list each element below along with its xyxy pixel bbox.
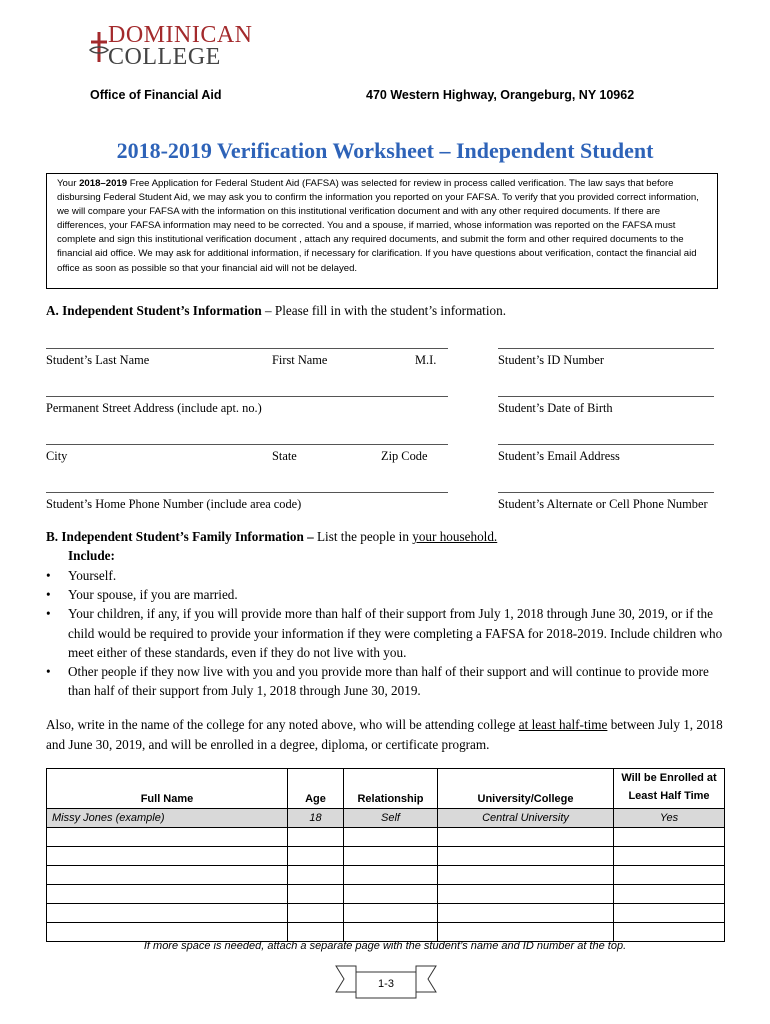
college-cell[interactable] [438,866,614,885]
header-age: Age [288,769,344,809]
age-cell[interactable] [288,904,344,923]
household-bullet-list [46,566,726,700]
page-title: 2018-2019 Verification Worksheet – Independent Student [116,138,654,163]
section-b-household: your household. [412,529,498,544]
list-item: • Your children, if any, if you will provide more than half of their support from July 1, 2018 through June 30, 2019, or if the child would be required to provide your information if they were completing a FAFSA for 2018-2019. Include children who meet either of these standards, even if they do not live with you. [46,604,726,662]
example-relationship: Self [344,809,438,828]
page-number-ribbon [334,962,438,1002]
relationship-cell[interactable] [344,885,438,904]
logo-line-2: COLLEGE [108,44,221,70]
cell-phone-label: Student’s Alternate or Cell Phone Number [498,497,708,511]
enrolled-cell[interactable] [614,923,725,942]
half-time-underlined: at least half-time [518,717,608,732]
name-cell[interactable] [47,885,288,904]
college-cell[interactable] [438,923,614,942]
age-cell[interactable] [288,923,344,942]
state-label: State [272,449,297,463]
household-table [46,768,725,942]
logo-line-1: DOMINICAN [108,22,253,48]
relationship-cell[interactable] [344,904,438,923]
section-a-heading [46,303,506,319]
student-id-input-line[interactable] [498,348,714,349]
office-address: 470 Western Highway, Orangeburg, NY 10962 [366,88,635,102]
city-state-zip-input-line[interactable] [46,444,448,445]
age-cell[interactable] [288,847,344,866]
name-cell[interactable] [47,866,288,885]
header-enrolled-line-2: Least Half Time [628,790,710,802]
home-phone-label: Student’s Home Phone Number (include area code) [46,497,302,511]
name-cell[interactable] [47,828,288,847]
list-item: • Yourself. [46,566,726,585]
age-cell[interactable] [288,866,344,885]
example-age: 18 [288,809,344,828]
relationship-cell[interactable] [344,847,438,866]
name-cell[interactable] [47,904,288,923]
enrolled-cell[interactable] [614,904,725,923]
last-name-label: Student’s Last Name [46,353,150,367]
section-a-instruction: – Please fill in with the student’s information. [261,303,506,318]
cross-emblem-icon [88,30,110,64]
college-cell[interactable] [438,847,614,866]
section-b-title: B. Independent Student’s Family Information – [46,529,314,544]
example-name: Missy Jones (example) [47,809,288,828]
home-phone-input-line[interactable] [46,492,448,493]
relationship-cell[interactable] [344,923,438,942]
office-name: Office of Financial Aid [90,88,222,102]
table-row-example [47,809,725,828]
college-cell[interactable] [438,885,614,904]
table-row [47,885,725,904]
list-item: • Your spouse, if you are married. [46,585,726,604]
name-cell[interactable] [47,847,288,866]
age-cell[interactable] [288,828,344,847]
college-logo [88,22,258,74]
name-cell[interactable] [47,923,288,942]
half-time-pre: Also, write in the name of the college for any noted above, who will be attending college [46,717,519,732]
header-enrolled-line-1: Will be Enrolled at [621,772,717,784]
middle-initial-label: M.I. [415,353,437,367]
relationship-cell[interactable] [344,828,438,847]
table-row [47,866,725,885]
student-id-label: Student’s ID Number [498,353,604,367]
intro-pre: Your [57,178,80,189]
street-input-line[interactable] [46,396,448,397]
cell-phone-input-line[interactable] [498,492,714,493]
intro-year: 2018–2019 [79,178,128,189]
intro-text: Free Application for Federal Student Aid (FAFSA) was selected for review in process called verification. The law says that before disbursing Federal Student Aid, we may ask you to confirm the information you reported on your FAFSA. To verify that you provided correct information, we will compare your FAFSA with the information on this institutional verification document and with any other required documents. If there are differences, your FAFSA information may need to be corrected. You and a spouse, if married, whose information was reported on the FAFSA must complete and sign this institutional verification document , attach any required documents, and submit the form and other required documents to the financial aid office. We may ask for additional information, if necessary for clarification. If you have questions about verification, contact the financial aid office as soon as possible so that your financial aid will not be delayed. [57,178,699,274]
section-a-title: A. Independent Student’s Information [46,303,262,318]
page-number: 1-3 [378,978,394,990]
college-cell[interactable] [438,904,614,923]
enrolled-cell[interactable] [614,885,725,904]
section-b-instruction: List the people in [313,529,413,544]
first-name-label: First Name [272,353,328,367]
table-row [47,828,725,847]
intro-notice [46,173,718,289]
age-cell[interactable] [288,885,344,904]
dob-input-line[interactable] [498,396,714,397]
enrolled-cell[interactable] [614,828,725,847]
relationship-cell[interactable] [344,866,438,885]
zip-code-label: Zip Code [381,449,428,463]
list-item: • Other people if they now live with you and you provide more than half of their support and will continue to provide more than half of their support from July 1, 2018 through June 30, 2019. [46,662,726,700]
example-college: Central University [438,809,614,828]
city-label: City [46,449,68,463]
enrolled-cell[interactable] [614,847,725,866]
section-b-heading [46,529,497,545]
college-cell[interactable] [438,828,614,847]
half-time-instruction [46,715,730,754]
table-footnote: If more space is needed, attach a separate page with the student’s name and ID number at the top. [143,940,627,952]
table-header-row [47,769,725,809]
date-of-birth-label: Student’s Date of Birth [498,401,613,415]
table-row [47,923,725,942]
street-address-label: Permanent Street Address (include apt. no.) [46,401,262,415]
include-label: Include: [68,548,115,563]
name-input-line[interactable] [46,348,448,349]
table-row [47,904,725,923]
header-college: University/College [438,769,614,809]
enrolled-cell[interactable] [614,866,725,885]
table-row [47,847,725,866]
header-enrolled [614,769,725,809]
example-enrolled: Yes [614,809,725,828]
header-relationship: Relationship [344,769,438,809]
header-full-name: Full Name [47,769,288,809]
half-time-post: between July 1, 2018 and June 30, 2019, and will be enrolled in a degree, diploma, or certificate program. [46,717,723,752]
email-input-line[interactable] [498,444,714,445]
email-label: Student’s Email Address [498,449,620,463]
